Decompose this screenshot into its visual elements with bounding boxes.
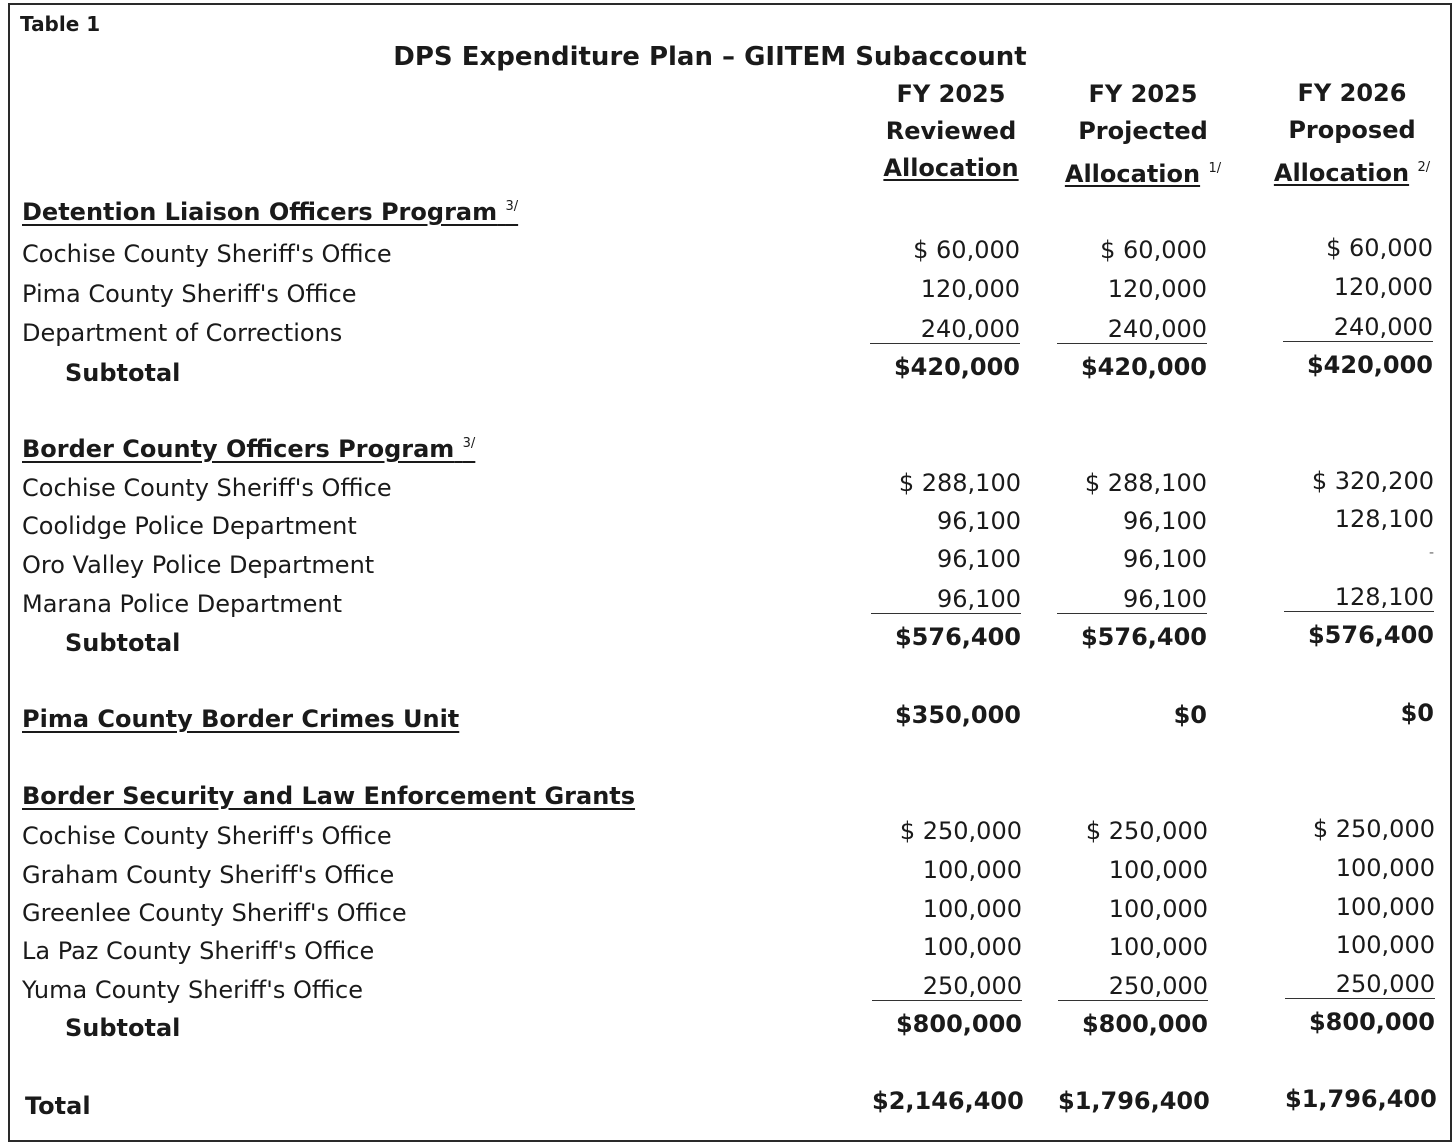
cell-value: 100,000 (1335, 931, 1435, 959)
subtotal-value: $800,000 (895, 1010, 1022, 1038)
cell-value: 96,100 (871, 585, 1021, 614)
section-heading-text: Pima County Border Crimes Unit (22, 705, 460, 733)
cell-value: 100,000 (922, 895, 1022, 923)
cell-value: $ 60,000 (1100, 236, 1207, 264)
cell-value: 96,100 (937, 545, 1021, 573)
subtotal-value: $576,400 (1307, 621, 1434, 649)
cell-value: 120,000 (920, 275, 1020, 303)
subtotal-value: $420,000 (1306, 351, 1433, 379)
row-label: Department of Corrections (22, 319, 343, 347)
row-label: Marana Police Department (22, 590, 342, 618)
cell-value: 96,100 (1123, 507, 1207, 535)
column-header-line3: Allocation (1273, 159, 1410, 187)
row-label: Yuma County Sheriff's Office (22, 976, 364, 1004)
cell-value: 100,000 (1108, 856, 1208, 884)
subtotal-value: $800,000 (1308, 1008, 1435, 1036)
section-heading-pima-unit (22, 705, 459, 733)
row-label: La Paz County Sheriff's Office (22, 937, 375, 965)
cell-value: 100,000 (1108, 933, 1208, 961)
cell-value: $ 250,000 (1085, 817, 1208, 845)
cell-value: $ 288,100 (898, 469, 1021, 497)
cell-value: $ 250,000 (1312, 815, 1435, 843)
section-heading-text: Border County Officers Program (22, 435, 455, 463)
cell-value: 100,000 (922, 856, 1022, 884)
subtotal-label: Subtotal (65, 629, 181, 657)
footnote-marker: 3/ (505, 199, 519, 214)
column-header-fy2026-proposed (1252, 75, 1452, 192)
table-label: Table 1 (20, 12, 101, 36)
subtotal-value: $800,000 (1081, 1010, 1208, 1038)
section-heading-border-officers (22, 435, 475, 463)
section-heading-text: Detention Liaison Officers Program (22, 198, 498, 226)
subtotal-value: $576,400 (1080, 623, 1207, 651)
cell-value: 96,100 (1057, 585, 1207, 614)
cell-value: 128,100 (1334, 505, 1434, 533)
row-label: Cochise County Sheriff's Office (22, 474, 392, 502)
cell-value: 100,000 (1335, 854, 1435, 882)
cell-value: 240,000 (1283, 313, 1433, 342)
column-header-line2: Proposed (1288, 116, 1416, 144)
cell-value: $0 (1400, 699, 1434, 727)
cell-value: 120,000 (1107, 275, 1207, 303)
column-header-fy2025-reviewed (851, 76, 1051, 187)
row-label: Cochise County Sheriff's Office (22, 240, 392, 268)
column-header-line2: Projected (1078, 117, 1208, 145)
cell-value: $350,000 (894, 701, 1021, 729)
column-header-line1: FY 2025 (896, 80, 1006, 108)
column-header-line2: Reviewed (885, 117, 1017, 145)
column-header-line3: Allocation (883, 154, 1019, 182)
row-label: Cochise County Sheriff's Office (22, 822, 392, 850)
column-header-line1: FY 2025 (1088, 80, 1198, 108)
cell-value: 100,000 (1335, 893, 1435, 921)
row-label: Coolidge Police Department (22, 512, 357, 540)
cell-value: $ 320,200 (1311, 467, 1434, 495)
row-label: Greenlee County Sheriff's Office (22, 899, 407, 927)
column-header-fy2025-projected (1043, 76, 1243, 193)
subtotal-value: $576,400 (894, 623, 1021, 651)
subtotal-value: $420,000 (893, 353, 1020, 381)
subtotal-value: $420,000 (1080, 353, 1207, 381)
footnote-marker: 3/ (462, 436, 476, 451)
cell-value: 100,000 (1108, 895, 1208, 923)
row-label: Pima County Sheriff's Office (22, 280, 357, 308)
section-heading-grants (22, 782, 635, 810)
cell-value: 120,000 (1333, 273, 1433, 301)
column-header-line3: Allocation (1064, 160, 1201, 188)
cell-value: 250,000 (872, 972, 1022, 1001)
cell-value: 96,100 (937, 507, 1021, 535)
total-label: Total (25, 1092, 91, 1120)
row-label: Oro Valley Police Department (22, 551, 375, 579)
total-value: $2,146,400 (872, 1087, 1024, 1115)
cell-value: 250,000 (1058, 972, 1208, 1001)
cell-value: 240,000 (1057, 315, 1207, 344)
cell-value: 128,100 (1284, 583, 1434, 612)
row-label: Graham County Sheriff's Office (22, 861, 395, 889)
cell-value: 96,100 (1123, 545, 1207, 573)
cell-value: 240,000 (870, 315, 1020, 344)
page-title (0, 42, 1450, 72)
cell-value: $ 250,000 (899, 817, 1022, 845)
cell-value: $ 60,000 (1326, 234, 1433, 262)
cell-value: - (1428, 545, 1434, 561)
cell-value: $ 60,000 (913, 236, 1020, 264)
cell-value: $ 288,100 (1084, 469, 1207, 497)
section-heading-detention (22, 198, 518, 226)
column-header-line1: FY 2026 (1297, 79, 1407, 107)
cell-value: $0 (1173, 701, 1207, 729)
cell-value: 100,000 (922, 933, 1022, 961)
title-text: DPS Expenditure Plan – GIITEM Subaccount (393, 42, 1027, 72)
footnote-marker: 1/ (1208, 161, 1222, 176)
footnote-marker: 2/ (1417, 160, 1431, 175)
cell-value: 250,000 (1285, 970, 1435, 999)
subtotal-label: Subtotal (65, 1014, 181, 1042)
total-value: $1,796,400 (1058, 1087, 1210, 1115)
subtotal-label: Subtotal (65, 359, 181, 387)
section-heading-text: Border Security and Law Enforcement Grants (22, 782, 636, 810)
total-value: $1,796,400 (1285, 1085, 1437, 1113)
